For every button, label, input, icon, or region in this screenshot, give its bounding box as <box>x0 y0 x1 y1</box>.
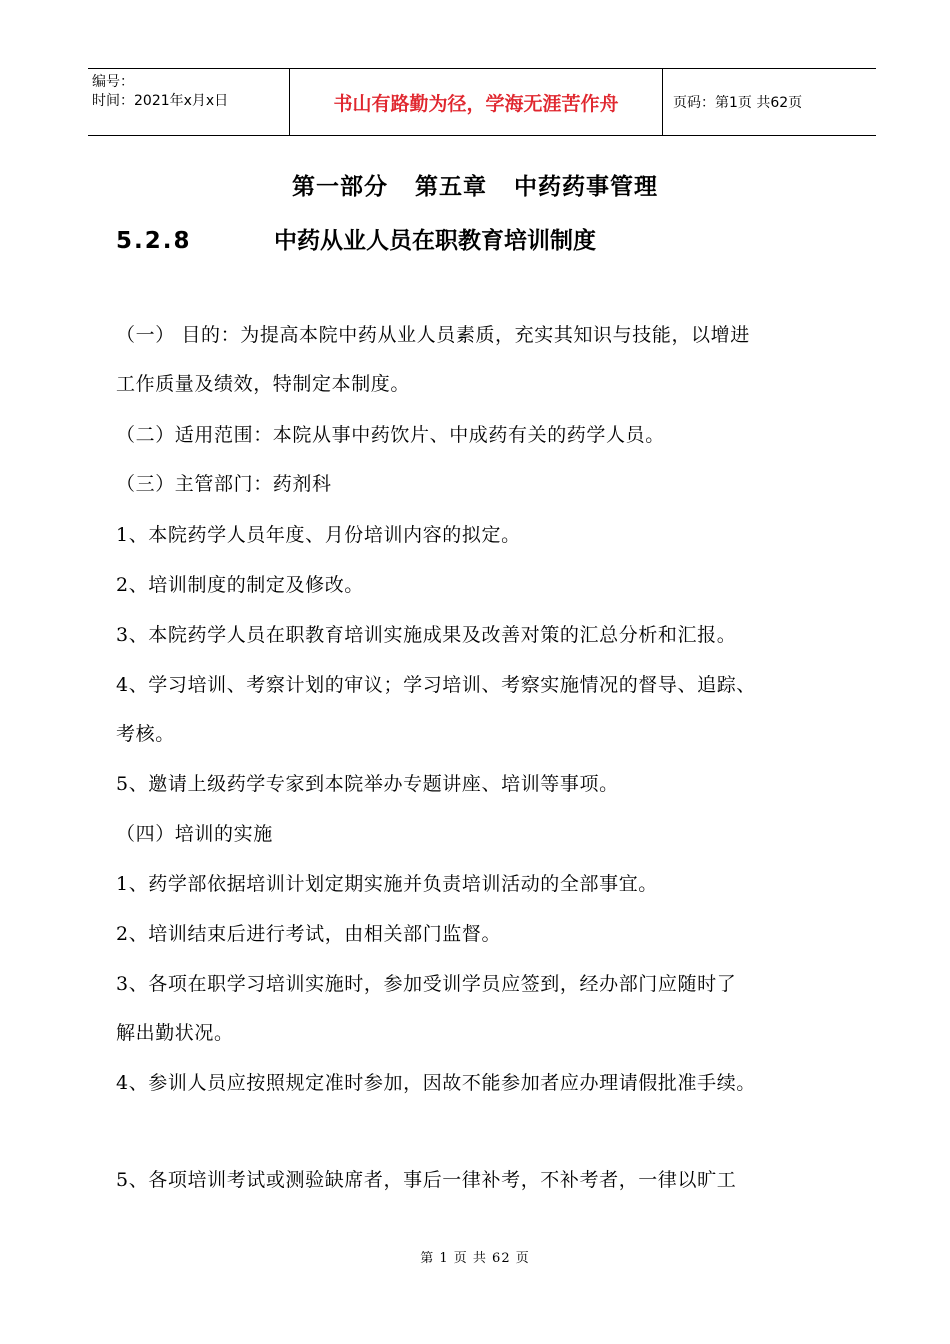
body-line: 5、各项培训考试或测验缺席者，事后一律补考，不补考者，一律以旷工 <box>116 1169 737 1191</box>
body-line: 1、本院药学人员年度、月份培训内容的拟定。 <box>116 524 521 546</box>
body-line: 5、邀请上级药学专家到本院举办专题讲座、培训等事项。 <box>116 773 619 795</box>
body-line: （一） 目的：为提高本院中药从业人员素质，充实其知识与技能，以增进 <box>116 324 750 346</box>
document-time-label: 时间：2021年x月x日 <box>92 93 229 109</box>
header-meta <box>88 69 290 136</box>
body-line: （二）适用范围：本院从事中药饮片、中成药有关的药学人员。 <box>116 424 665 446</box>
body-line: 3、各项在职学习培训实施时，参加受训学员应签到，经办部门应随时了 <box>116 973 737 995</box>
body-line: （三）主管部门：药剂科 <box>116 473 332 495</box>
body-line: 2、培训制度的制定及修改。 <box>116 574 364 596</box>
body-line: 4、参训人员应按照规定准时参加，因故不能参加者应办理请假批准手续。 <box>116 1072 756 1094</box>
section-number: 5.2.8 <box>116 228 192 254</box>
section-title: 中药从业人员在职教育培训制度 <box>274 228 596 254</box>
page-footer: 第 1 页 共 62 页 <box>420 1251 530 1266</box>
body-line: 1、药学部依据培训计划定期实施并负责培训活动的全部事宜。 <box>116 873 658 895</box>
body-line: 工作质量及绩效，特制定本制度。 <box>116 373 411 395</box>
header-table <box>88 68 876 136</box>
header-motto: 书山有路勤为径，学海无涯苦作舟 <box>290 69 663 136</box>
header-page-info: 页码：第1页 共62页 <box>663 69 877 136</box>
chapter-title: 第一部分 第五章 中药药事管理 <box>291 174 659 200</box>
body-line: 解出勤状况。 <box>116 1022 234 1044</box>
body-line: （四）培训的实施 <box>116 823 273 845</box>
body-line: 4、学习培训、考察计划的审议；学习培训、考察实施情况的督导、追踪、 <box>116 674 756 696</box>
body-line: 考核。 <box>116 723 175 745</box>
section-heading <box>116 222 596 255</box>
body-line: 3、本院药学人员在职教育培训实施成果及改善对策的汇总分析和汇报。 <box>116 624 737 646</box>
body-line: 2、培训结束后进行考试，由相关部门监督。 <box>116 923 502 945</box>
document-number-label: 编号： <box>92 74 134 90</box>
